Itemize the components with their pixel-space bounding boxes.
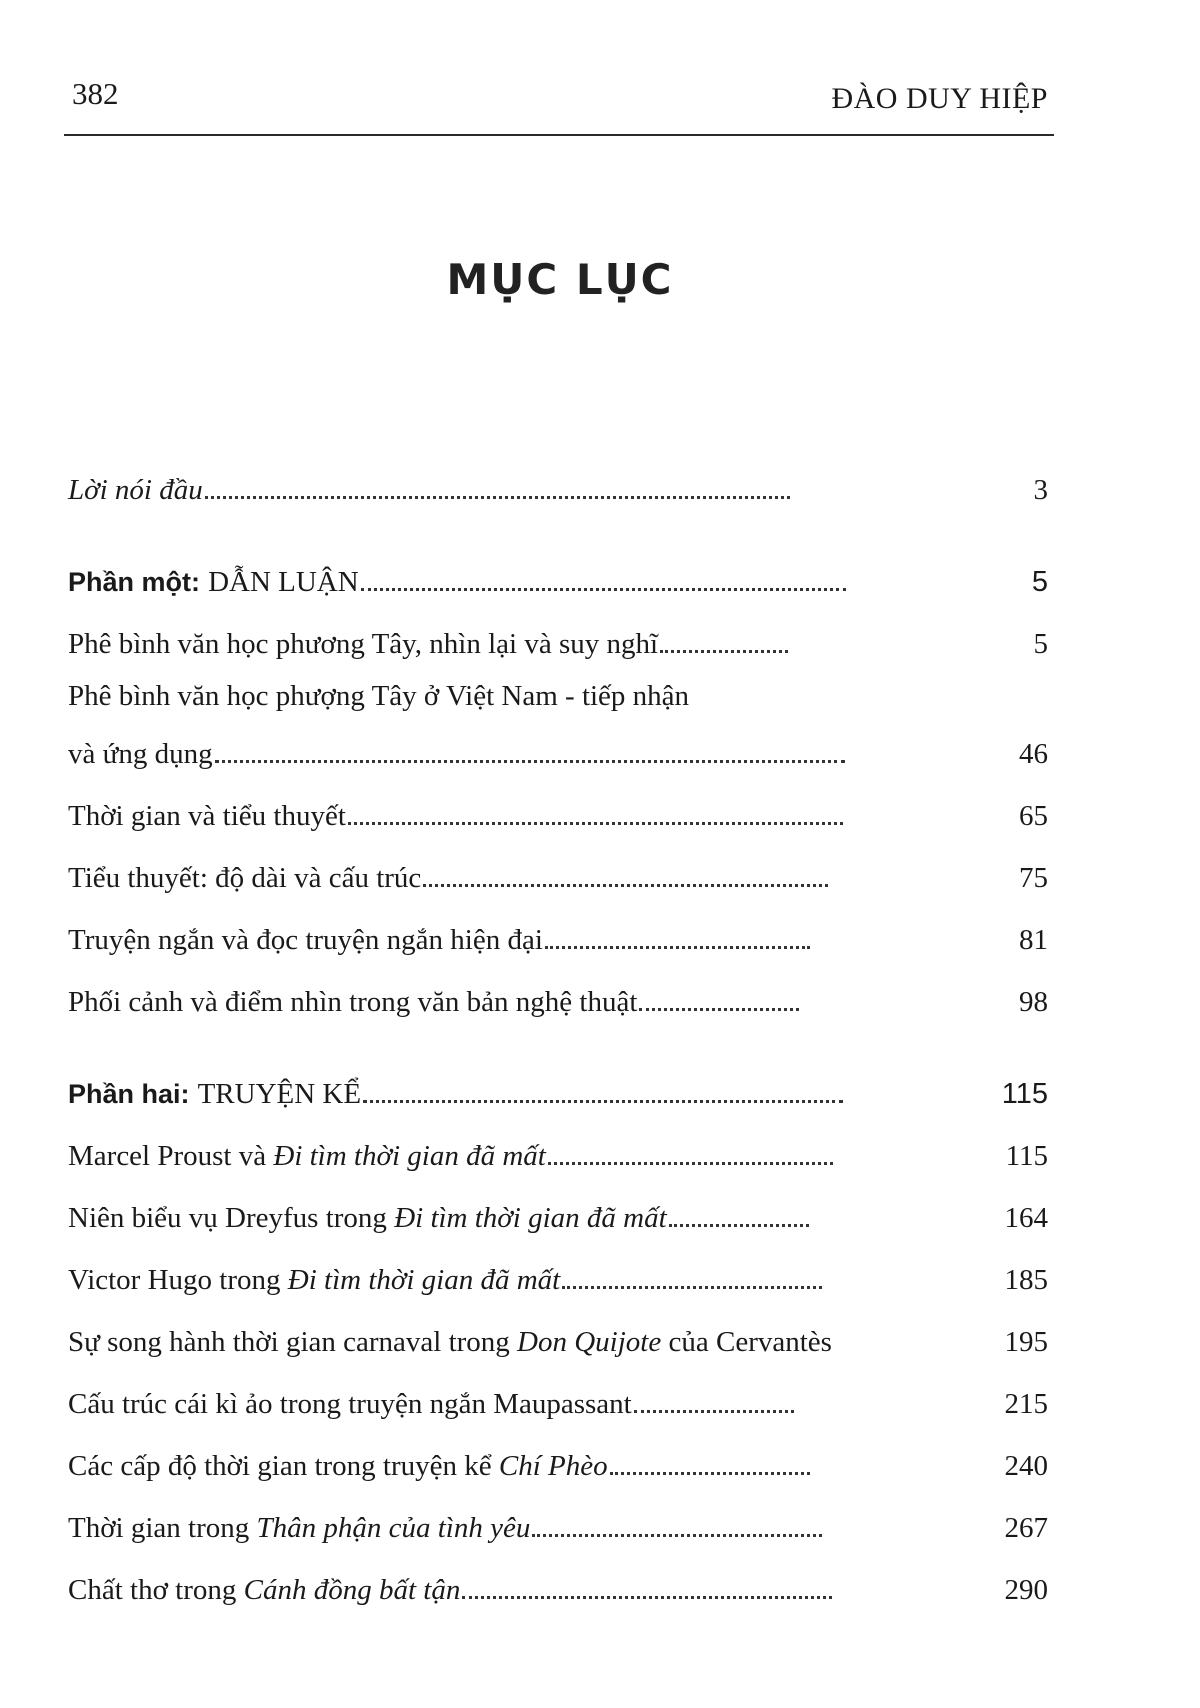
toc-entry-page: 115 [1005,1140,1048,1172]
dot-leader [634,1409,794,1413]
toc-entry-title: Marcel Proust và Đi tìm thời gian đã mất [68,1140,546,1172]
toc-entry-title: Phê bình văn học phượng Tây ở Việt Nam - tiếp nhận [68,680,690,712]
toc-entry-page: 81 [1019,924,1048,956]
toc-entry-page: 185 [1004,1264,1048,1296]
toc-entry-page: 290 [1004,1574,1048,1606]
toc-entry-page: 164 [1004,1202,1048,1234]
toc-entry [68,1421,1048,1483]
dot-leader [532,1533,822,1537]
part-prefix: Phần hai: [68,1079,190,1109]
toc-entry [68,1483,1048,1545]
toc-entry-page: 195 [1004,1326,1048,1358]
dot-leader [669,1223,809,1227]
toc-entry-title-continued: và ứng dụng [68,738,213,770]
toc-entry-title: Truyện ngắn và đọc truyện ngắn hiện đại [68,924,543,956]
dot-leader [462,1595,832,1599]
dot-leader [610,1471,810,1475]
toc-entry-page: 5 [1033,628,1048,660]
part-name: DẪN LUẬN [208,566,359,598]
dot-leader [639,1007,799,1011]
toc-entry-title: Victor Hugo trong Đi tìm thời gian đã mất [68,1264,561,1296]
toc-entry-page: 46 [1019,738,1048,770]
toc-entry-page: 215 [1004,1388,1048,1420]
toc-entry-title: Phê bình văn học phương Tây, nhìn lại và suy nghĩ [68,628,659,660]
toc-entry [68,1297,1048,1359]
toc-part-heading-2 [68,1049,1048,1111]
dot-leader [348,821,843,825]
table-of-contents [68,445,1048,1607]
toc-entry-title: Thời gian trong Thân phận của tình yêu [68,1512,531,1544]
toc-entry-page: 267 [1004,1512,1048,1544]
dot-leader [361,587,846,591]
dot-leader [423,883,828,887]
part-prefix: Phần một: [68,567,200,597]
toc-entry [68,599,1048,661]
toc-entry [68,1359,1048,1421]
page-title: MỤC LỤC [446,255,674,304]
dot-leader [562,1285,822,1289]
toc-entry-intro [68,445,1048,507]
toc-entry-title: Các cấp độ thời gian trong truyện kể Chí Phèo [68,1450,608,1482]
dot-leader [363,1099,843,1103]
toc-entry-page: 240 [1004,1450,1048,1482]
toc-entry-title: Phối cảnh và điểm nhìn trong văn bản nghệ thuật [68,986,638,1018]
page-header [64,62,1054,136]
toc-entry-title: Cấu trúc cái kì ảo trong truyện ngắn Maupassant [68,1388,632,1420]
running-head: ĐÀO DUY HIỆP [831,82,1048,115]
dot-leader [545,945,810,949]
toc-entry [68,957,1048,1019]
toc-part-heading-1 [68,537,1048,599]
toc-entry [68,1545,1048,1607]
toc-entry-title: Thời gian và tiểu thuyết [68,800,346,832]
toc-entry-page: 98 [1019,986,1048,1018]
toc-entry [68,661,1048,771]
dot-leader [205,495,790,499]
page-number: 382 [72,76,119,111]
toc-entry-title: Chất thơ trong Cánh đồng bất tận [68,1574,461,1606]
toc-entry-title: Niên biểu vụ Dreyfus trong Đi tìm thời gian đã mất [68,1202,667,1234]
toc-entry-title: Lời nói đầu [68,474,203,506]
toc-entry [68,895,1048,957]
toc-entry [68,1111,1048,1173]
toc-entry [68,1173,1048,1235]
dot-leader [548,1161,833,1165]
toc-entry [68,833,1048,895]
toc-entry-title: Sự song hành thời gian carnaval trong Don Quijote của Cervantès [68,1326,832,1358]
dot-leader [660,649,788,653]
dot-leader [215,759,845,763]
toc-entry-page: 115 [1001,1078,1048,1110]
toc-entry-page: 5 [1031,566,1048,598]
part-name: TRUYỆN KỂ [197,1078,362,1110]
toc-entry-title: Tiểu thuyết: độ dài và cấu trúc [68,862,422,894]
toc-entry [68,771,1048,833]
toc-entry-page: 65 [1019,800,1048,832]
toc-entry-page: 75 [1019,862,1048,894]
toc-entry [68,1235,1048,1297]
toc-entry-page: 3 [1033,474,1048,506]
